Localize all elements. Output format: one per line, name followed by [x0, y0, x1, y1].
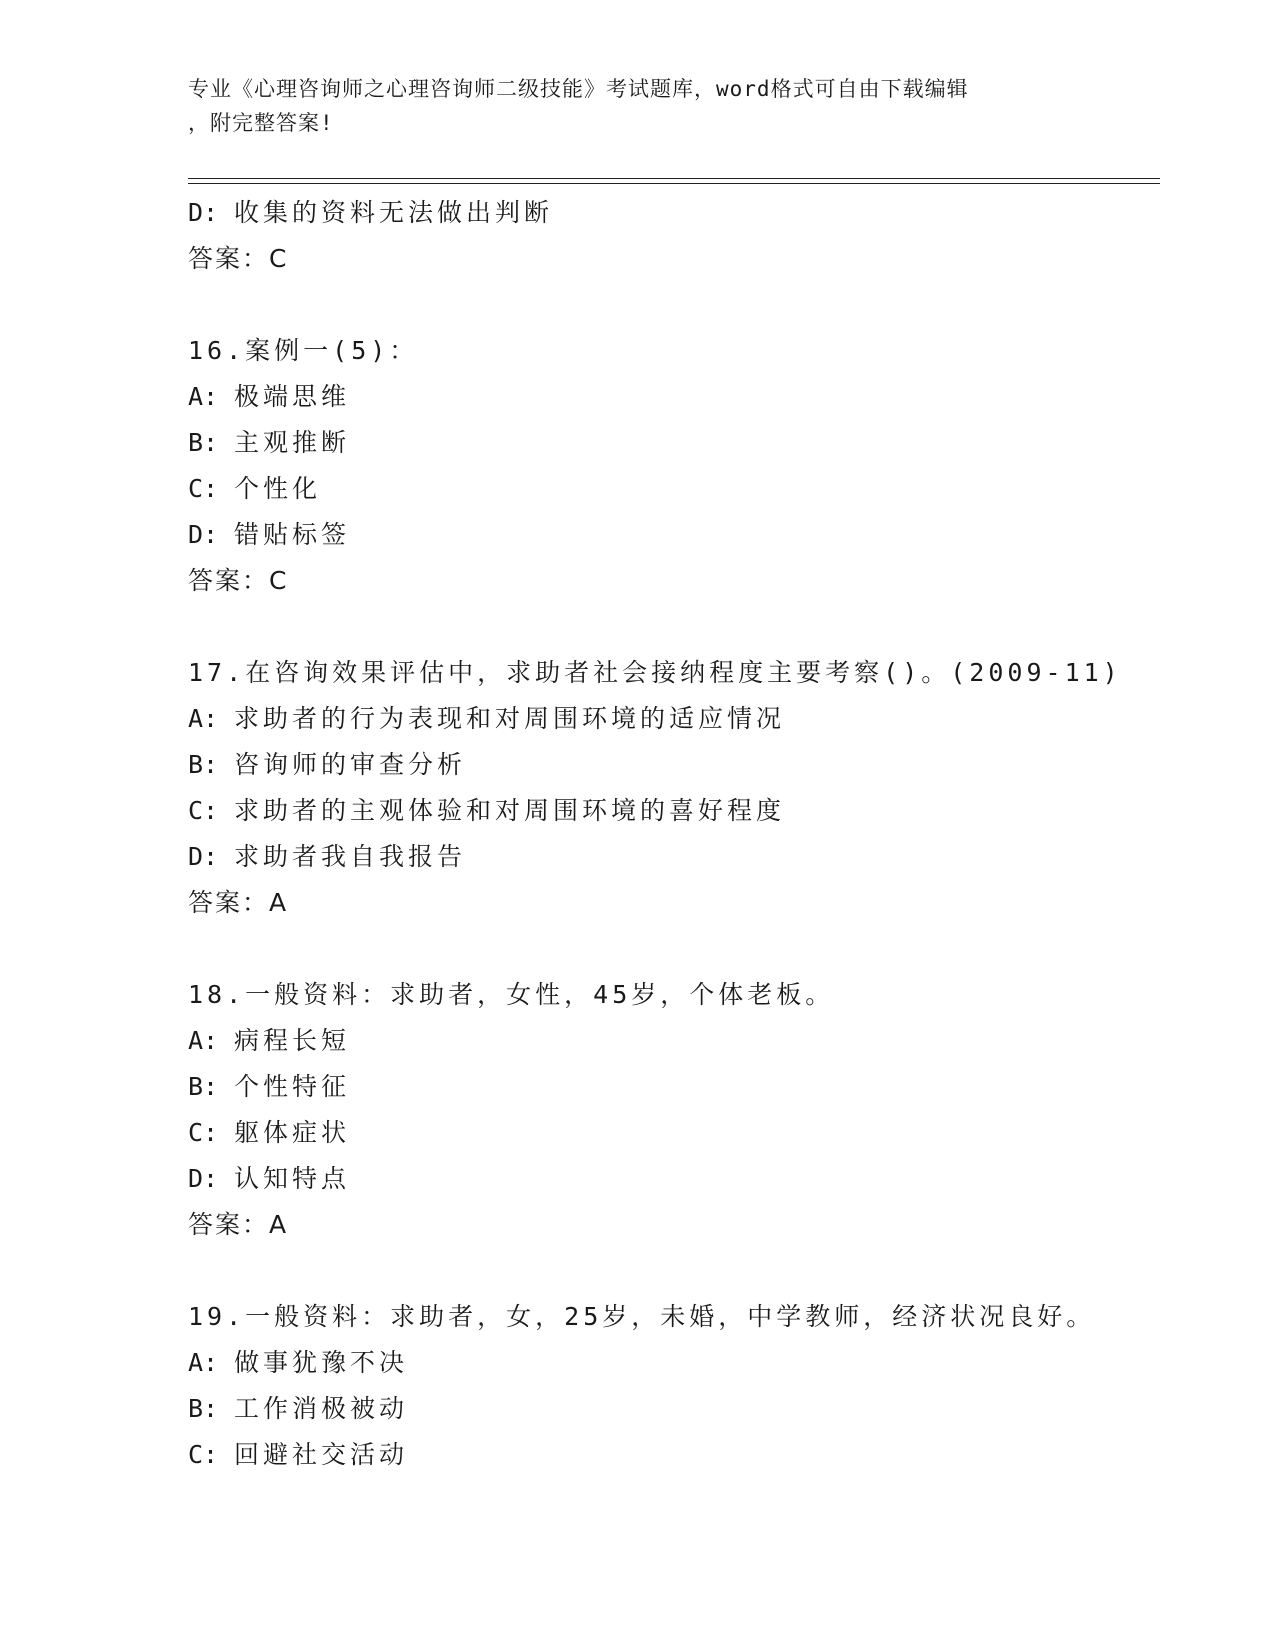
option-text: 病程长短 — [234, 1026, 351, 1055]
option-key: B: — [188, 1394, 219, 1423]
option-text: 收集的资料无法做出判断 — [234, 198, 554, 227]
option-row — [188, 1156, 1138, 1202]
option-row — [188, 512, 1138, 558]
answer-line: 答案：A — [188, 1210, 289, 1239]
answer-line: 答案：C — [188, 244, 289, 273]
option-text: 咨询师的审查分析 — [234, 750, 467, 779]
option-text: 认知特点 — [234, 1164, 351, 1193]
option-text: 躯体症状 — [234, 1118, 351, 1147]
option-key: D: — [188, 520, 219, 549]
option-key: A: — [188, 382, 219, 411]
header-line-2: ，附完整答案! — [188, 111, 334, 135]
option-key: C: — [188, 1440, 219, 1469]
option-key: D: — [188, 1164, 219, 1193]
option-key: C: — [188, 796, 219, 825]
option-row — [188, 190, 1138, 236]
header-divider-bottom — [188, 183, 1160, 184]
question-list — [188, 190, 1138, 1478]
option-key: D: — [188, 842, 219, 871]
option-key: B: — [188, 750, 219, 779]
question-stem: 16.案例一(5)： — [188, 336, 419, 365]
header-divider-top — [188, 178, 1160, 179]
option-row — [188, 1386, 1138, 1432]
option-text: 主观推断 — [234, 428, 351, 457]
option-row — [188, 420, 1138, 466]
answer-line: 答案：A — [188, 888, 289, 917]
document-header — [188, 72, 1068, 140]
question-stem: 18.一般资料：求助者，女性，45岁，个体老板。 — [188, 980, 835, 1009]
option-key: A: — [188, 704, 219, 733]
option-row — [188, 374, 1138, 420]
option-text: 做事犹豫不决 — [234, 1348, 409, 1377]
header-line-1: 专业《心理咨询师之心理咨询师二级技能》考试题库，word格式可自由下载编辑 — [188, 77, 969, 101]
option-text: 回避社交活动 — [234, 1440, 409, 1469]
question-stem: 19.一般资料：求助者，女，25岁，未婚，中学教师，经济状况良好。 — [188, 1302, 1096, 1331]
option-row — [188, 788, 1138, 834]
option-row — [188, 1340, 1138, 1386]
option-key: B: — [188, 428, 219, 457]
option-key: C: — [188, 1118, 219, 1147]
option-row — [188, 834, 1138, 880]
option-row — [188, 466, 1138, 512]
option-text: 求助者的行为表现和对周围环境的适应情况 — [234, 704, 786, 733]
answer-line: 答案：C — [188, 566, 289, 595]
option-row — [188, 1110, 1138, 1156]
option-text: 求助者的主观体验和对周围环境的喜好程度 — [234, 796, 786, 825]
option-text: 个性特征 — [234, 1072, 351, 1101]
option-row — [188, 1064, 1138, 1110]
option-text: 工作消极被动 — [234, 1394, 409, 1423]
option-row — [188, 1018, 1138, 1064]
option-key: B: — [188, 1072, 219, 1101]
option-text: 求助者我自我报告 — [234, 842, 467, 871]
option-row — [188, 696, 1138, 742]
question-stem: 17.在咨询效果评估中，求助者社会接纳程度主要考察()。(2009-11) — [188, 658, 1122, 687]
option-key: C: — [188, 474, 219, 503]
option-text: 个性化 — [234, 474, 322, 503]
option-text: 极端思维 — [234, 382, 351, 411]
option-row — [188, 1432, 1138, 1478]
option-text: 错贴标签 — [234, 520, 351, 549]
option-key: A: — [188, 1026, 219, 1055]
option-row — [188, 742, 1138, 788]
option-key: D: — [188, 198, 219, 227]
option-key: A: — [188, 1348, 219, 1377]
